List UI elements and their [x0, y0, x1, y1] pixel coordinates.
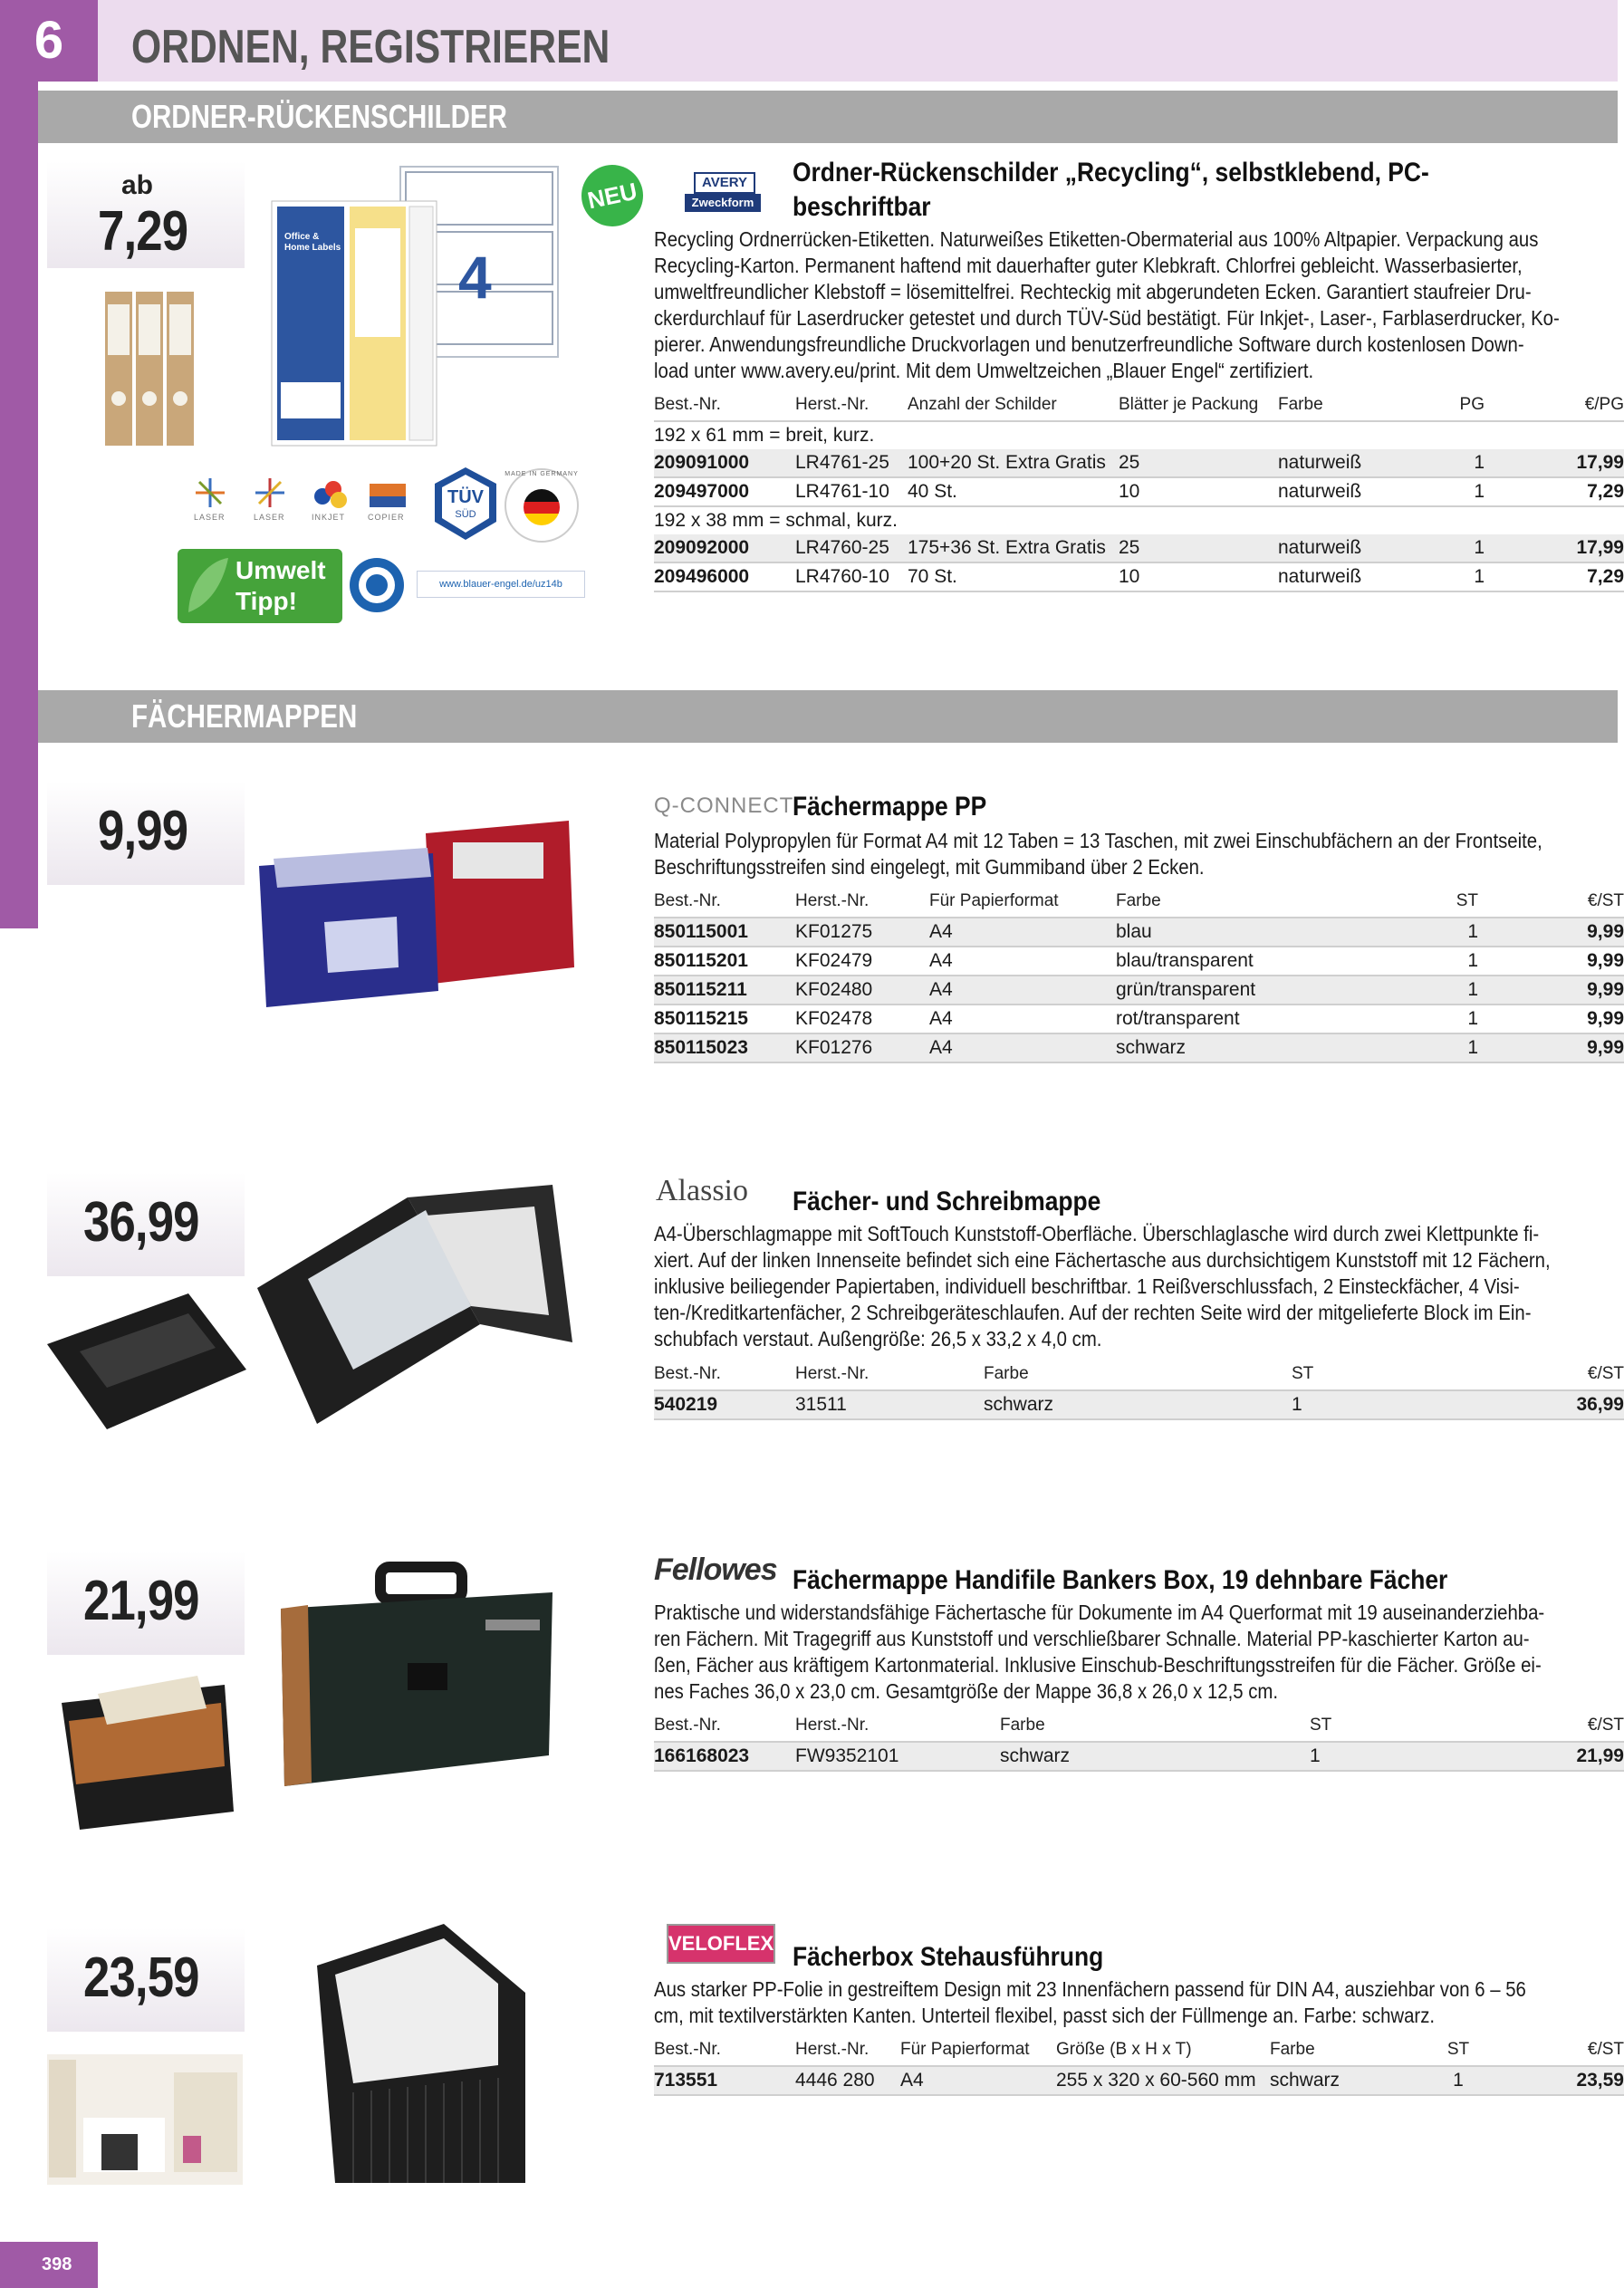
cell: 255 x 320 x 60-560 mm	[1056, 2066, 1270, 2095]
col-header: Herst.-Nr.	[795, 1714, 1000, 1742]
cell: A4	[929, 918, 1116, 947]
manufacturer-number: FW9352101	[795, 1742, 1000, 1771]
laser-icon	[196, 478, 225, 507]
row-price: 17,99	[1503, 449, 1624, 477]
blauer-engel-url[interactable]: www.blauer-engel.de/uz14b	[417, 571, 585, 598]
col-header: Best.-Nr.	[654, 393, 795, 421]
blauer-engel-logo	[348, 556, 406, 614]
new-badge	[576, 159, 649, 233]
col-header: ST	[1292, 1362, 1437, 1390]
col-header: Größe (B x H x T)	[1056, 2038, 1270, 2066]
label-pack-illustration	[272, 165, 560, 455]
order-number: 850115023	[654, 1033, 795, 1062]
product-image-closed-handifile	[272, 1565, 562, 1792]
product-title: Fächerbox Stehausführung	[793, 1942, 1104, 1972]
table-row[interactable]	[654, 1742, 1624, 1771]
cell: A4	[900, 2066, 1056, 2095]
product-image-binders	[56, 281, 232, 453]
cell: schwarz	[984, 1390, 1292, 1419]
product-description	[654, 828, 1542, 880]
col-header: Blätter je Packung	[1119, 393, 1278, 421]
col-header: ST	[1310, 1714, 1446, 1742]
article-table	[654, 393, 1624, 592]
table-row[interactable]	[654, 918, 1624, 947]
product-image-open-handifile	[43, 1649, 243, 1830]
manufacturer-number: LR4760-10	[795, 562, 908, 591]
table-row[interactable]	[654, 1005, 1624, 1033]
brand-logo-alassio: Alassio	[656, 1174, 748, 1207]
price-box	[47, 161, 245, 268]
desc-line: ßen, Fächer aus kräftigem Kartonmaterial. Inklusive Einschub-Beschriftungsstreifen für die Fächer. Größe ei-	[654, 1653, 1542, 1677]
cell: 25	[1119, 534, 1278, 562]
umwelt-line2: Tipp!	[235, 587, 297, 615]
cell: 1	[1388, 1005, 1478, 1033]
cell: 1	[1421, 534, 1503, 562]
icon-label-laser-2: LASER	[254, 513, 285, 522]
desc-line: Beschriftungsstreifen sind eingelegt, mit Gummiband über 2 Ecken.	[654, 855, 1205, 879]
col-header: Best.-Nr.	[654, 2038, 795, 2066]
desc-line: ren Fächern. Mit Tragegriff aus Kunststoff und verschließbarer Schnalle. Material PP-kaschierter Karton au-	[654, 1627, 1530, 1650]
desc-line: Aus starker PP-Folie in gestreiftem Design mit 23 Innenfächern passend für DIN A4, ausziehbar von 6 – 56	[654, 1977, 1526, 2001]
order-number: 209091000	[654, 449, 795, 477]
product-image-faechermappe-pp	[252, 813, 578, 1022]
cell: schwarz	[1270, 2066, 1413, 2095]
chapter-title: ORDNEN, REGISTRIEREN	[131, 21, 610, 73]
product-image-open-folder	[254, 1179, 580, 1433]
product-title: Ordner-Rückenschilder „Recycling“, selbstklebend, PC-	[793, 158, 1429, 187]
cell: 1	[1388, 1033, 1478, 1062]
manufacturer-number: KF02479	[795, 947, 929, 976]
col-header: Farbe	[1116, 889, 1388, 918]
product-description	[654, 1600, 1545, 1705]
product-table	[654, 1714, 1624, 1772]
product-image-faecherbox	[299, 1920, 534, 2192]
table-row[interactable]	[654, 562, 1624, 591]
copier-icon	[370, 484, 406, 507]
order-number: 540219	[654, 1390, 795, 1419]
cell: grün/transparent	[1116, 976, 1388, 1005]
manufacturer-number: LR4761-25	[795, 449, 908, 477]
expanding-folder-illustration	[252, 813, 578, 1022]
icon-label-copier: COPIER	[368, 513, 405, 522]
desc-line: xiert. Auf der linken Innenseite befindet sich eine Fächertasche aus durchsichtigem Kunststoff mit 12 Fächern,	[654, 1248, 1551, 1272]
cell: 1	[1310, 1742, 1446, 1771]
desc-line: schubfach verstaut. Außengröße: 26,5 x 33,2 x 4,0 cm.	[654, 1327, 1102, 1351]
price: 21,99	[83, 1570, 199, 1632]
order-number: 209497000	[654, 477, 795, 506]
table-row[interactable]	[654, 2066, 1624, 2095]
col-header: €/ST	[1478, 889, 1624, 918]
brand-logo-q-connect: Q-CONNECT	[654, 793, 794, 818]
product-table	[654, 393, 1624, 592]
cell: naturweiß	[1278, 477, 1421, 506]
col-header: Farbe	[1270, 2038, 1413, 2066]
inkjet-icon	[314, 481, 347, 508]
cell: blau	[1116, 918, 1388, 947]
icon-label-inkjet: INKJET	[312, 513, 346, 522]
cell: rot/transparent	[1116, 1005, 1388, 1033]
label-pack-text: Office & Home Labels	[284, 232, 341, 253]
faecherbox-illustration	[299, 1920, 534, 2192]
article-table	[654, 1362, 1624, 1420]
section-title-ruecken: ORDNER-RÜCKENSCHILDER	[131, 98, 507, 135]
cell: A4	[929, 1033, 1116, 1062]
col-header: ST	[1388, 889, 1478, 918]
table-row[interactable]	[654, 1390, 1624, 1419]
cell: 175+36 St. Extra Gratis	[908, 534, 1119, 562]
new-badge-text: NEU	[585, 177, 639, 215]
cell: A4	[929, 976, 1116, 1005]
order-number: 209092000	[654, 534, 795, 562]
price-box	[47, 1551, 245, 1655]
product-table	[654, 889, 1624, 1063]
table-group-label: 192 x 61 mm = breit, kurz.	[654, 425, 875, 446]
product-title: Fächer- und Schreibmappe	[793, 1187, 1101, 1216]
brand-logo-veloflex: VELOFLEX	[667, 1924, 775, 1964]
manufacturer-number: KF01275	[795, 918, 929, 947]
umwelt-tipp-badge	[178, 549, 342, 623]
row-price: 21,99	[1446, 1742, 1624, 1771]
order-number: 850115001	[654, 918, 795, 947]
desc-line: Recycling Ordnerrücken-Etiketten. Naturweißes Etiketten-Obermaterial aus 100% Altpapier. Verpackung aus	[654, 227, 1539, 251]
table-row[interactable]	[654, 947, 1624, 976]
chapter-side-strip	[0, 0, 38, 928]
cell: 100+20 St. Extra Gratis	[908, 449, 1119, 477]
product-description	[654, 1976, 1526, 2029]
cell: 40 St.	[908, 477, 1119, 506]
desc-line: inklusive beiliegender Papiertaben, individuell beschriftbar. 1 Reißverschlussfach, 2 Einsteckfächer, 4 Visi-	[654, 1274, 1520, 1298]
col-header: ST	[1413, 2038, 1504, 2066]
product-description	[654, 226, 1560, 384]
chapter-number: 6	[0, 0, 98, 82]
col-header: Best.-Nr.	[654, 1362, 795, 1390]
order-number: 850115211	[654, 976, 795, 1005]
order-number: 166168023	[654, 1742, 795, 1771]
col-header: Farbe	[984, 1362, 1292, 1390]
tuv-text: TÜV	[447, 487, 484, 507]
row-price: 17,99	[1503, 534, 1624, 562]
desc-line: ten-/Kreditkartenfächer, 2 Schreibgeräteschlaufen. Auf der rechten Seite wird der mitgelieferte Block im Ein-	[654, 1301, 1532, 1324]
cell: 1	[1388, 947, 1478, 976]
order-number: 850115201	[654, 947, 795, 976]
made-in-text: MADE IN GERMANY	[504, 471, 579, 477]
price: 9,99	[98, 800, 188, 862]
zweckform-wordmark: Zweckform	[685, 194, 761, 212]
tuv-sub-text: SÜD	[455, 509, 476, 520]
desc-line: cm, mit textilverstärkten Kanten. Unterteil flexibel, passt sich der Füllmenge an. Farbe: schwarz.	[654, 2004, 1436, 2027]
cell: 1	[1421, 449, 1503, 477]
order-number: 713551	[654, 2066, 795, 2095]
cell: 10	[1119, 562, 1278, 591]
product-image-shelf	[47, 2054, 243, 2185]
col-header: Farbe	[1000, 1714, 1310, 1742]
row-price: 9,99	[1478, 1033, 1624, 1062]
table-row[interactable]	[654, 449, 1624, 477]
row-price: 36,99	[1437, 1390, 1624, 1419]
manufacturer-number: 31511	[795, 1390, 984, 1419]
closed-folder-illustration	[43, 1283, 252, 1437]
row-price: 9,99	[1478, 947, 1624, 976]
product-description	[654, 1221, 1551, 1352]
color-laser-icon	[255, 478, 284, 507]
cell: schwarz	[1116, 1033, 1388, 1062]
made-in-germany-badge	[504, 467, 580, 543]
col-header: Best.-Nr.	[654, 1714, 795, 1742]
cell: schwarz	[1000, 1742, 1310, 1771]
cell: A4	[929, 947, 1116, 976]
col-header: Best.-Nr.	[654, 889, 795, 918]
manufacturer-number: KF01276	[795, 1033, 929, 1062]
icon-label-laser: LASER	[194, 513, 226, 522]
avery-wordmark: AVERY	[694, 172, 755, 194]
umwelt-line1: Umwelt	[235, 556, 326, 584]
cell: 70 St.	[908, 562, 1119, 591]
cell: 1	[1292, 1390, 1437, 1419]
cell: naturweiß	[1278, 562, 1421, 591]
desc-line: A4-Überschlagmappe mit SoftTouch Kunststoff-Oberfläche. Überschlaglasche wird durch zwei Klettpunkte fi-	[654, 1222, 1540, 1245]
binders-illustration	[56, 281, 232, 453]
row-price: 9,99	[1478, 976, 1624, 1005]
table-row[interactable]	[654, 477, 1624, 506]
row-price: 23,59	[1504, 2066, 1624, 2095]
manufacturer-number: 4446 280	[795, 2066, 900, 2095]
brand-logo-avery	[681, 170, 764, 217]
table-group-label: 192 x 38 mm = schmal, kurz.	[654, 510, 898, 531]
cell: naturweiß	[1278, 534, 1421, 562]
desc-line: umweltfreundlicher Klebstoff = lösemittelfrei. Rechteckig mit abgerundeten Ecken. Garantiert staufreier Dru-	[654, 280, 1532, 303]
cell: 25	[1119, 449, 1278, 477]
product-table	[654, 2038, 1624, 2096]
page-number: 398	[0, 2242, 98, 2288]
shelf-illustration	[47, 2054, 243, 2185]
manufacturer-number: KF02478	[795, 1005, 929, 1033]
cell: 1	[1421, 562, 1503, 591]
open-folder-illustration	[254, 1179, 580, 1433]
section-title-faecher: FÄCHERMAPPEN	[131, 697, 358, 735]
cell: A4	[929, 1005, 1116, 1033]
closed-handifile-illustration	[272, 1565, 562, 1792]
cell: naturweiß	[1278, 449, 1421, 477]
cell: 1	[1413, 2066, 1504, 2095]
desc-line: Recycling-Karton. Permanent haftend mit dauerhafter guter Klebkraft. Chlorfrei gebleicht. Wasserbasierter,	[654, 254, 1523, 277]
col-header: Herst.-Nr.	[795, 2038, 900, 2066]
row-price: 7,29	[1503, 562, 1624, 591]
cell: blau/transparent	[1116, 947, 1388, 976]
desc-line: Praktische und widerstandsfähige Fächertasche für Dokumente im A4 Querformat mit 19 auseinanderziehba-	[654, 1601, 1545, 1624]
manufacturer-number: LR4760-25	[795, 534, 908, 562]
open-handifile-illustration	[43, 1649, 243, 1830]
price: 36,99	[83, 1191, 199, 1254]
price-prefix: ab	[121, 170, 154, 200]
col-header: Herst.-Nr.	[795, 1362, 984, 1390]
col-header: Für Papierformat	[900, 2038, 1056, 2066]
desc-line: ckerdurchlauf für Laserdrucker getestet und durch TÜV-Süd bestätigt. Für Inkjet-, Laser-, Farblaserdrucker, Ko-	[654, 306, 1560, 330]
product-title-cont: beschriftbar	[793, 192, 931, 222]
order-number: 209496000	[654, 562, 795, 591]
desc-line: load unter www.avery.eu/print. Mit dem Umweltzeichen „Blauer Engel“ zertifiziert.	[654, 359, 1314, 382]
col-header: Herst.-Nr.	[795, 393, 908, 421]
row-price: 9,99	[1478, 918, 1624, 947]
product-title: Fächermappe PP	[793, 792, 987, 822]
manufacturer-number: LR4761-10	[795, 477, 908, 506]
price-box	[47, 781, 245, 885]
tuv-badge	[433, 466, 498, 542]
price: 7,29	[98, 200, 188, 263]
leaf-icon	[178, 549, 232, 623]
german-flag-icon	[504, 467, 580, 543]
cell: 1	[1388, 976, 1478, 1005]
table-row[interactable]	[654, 1033, 1624, 1062]
desc-line: nes Faches 36,0 x 23,0 cm. Gesamtgröße der Mappe 36,8 x 26,0 x 12,5 cm.	[654, 1679, 1279, 1703]
col-header: €/ST	[1446, 1714, 1624, 1742]
table-row[interactable]	[654, 534, 1624, 562]
article-table	[654, 1714, 1624, 1772]
cell: 10	[1119, 477, 1278, 506]
order-number: 850115215	[654, 1005, 795, 1033]
product-image-label-pack	[272, 165, 560, 455]
row-price: 9,99	[1478, 1005, 1624, 1033]
price-box	[47, 1172, 245, 1276]
printer-icons-graphic	[183, 475, 418, 511]
col-header: Farbe	[1278, 393, 1421, 421]
product-title: Fächermappe Handifile Bankers Box, 19 dehnbare Fächer	[793, 1565, 1448, 1595]
brand-logo-fellowes: Fellowes	[654, 1553, 777, 1587]
article-table	[654, 2038, 1624, 2096]
col-header: €/PG	[1503, 393, 1624, 421]
col-header: PG	[1421, 393, 1503, 421]
cell: 1	[1421, 477, 1503, 506]
cell: 1	[1388, 918, 1478, 947]
label-pack-number: 4	[458, 244, 492, 311]
product-image-closed-folder	[43, 1283, 252, 1437]
desc-line: Material Polypropylen für Format A4 mit 12 Taben = 13 Taschen, mit zwei Einschubfächern an der Frontseite,	[654, 829, 1542, 852]
col-header: Herst.-Nr.	[795, 889, 929, 918]
price-box	[47, 1927, 245, 2032]
printer-icons	[183, 475, 418, 531]
desc-line: pierer. Anwendungsfreundliche Druckvorlagen und benutzerfreundliche Software durch kostenlosen Down-	[654, 332, 1524, 356]
blauer-engel-icon	[348, 556, 406, 614]
table-row[interactable]	[654, 976, 1624, 1005]
row-price: 7,29	[1503, 477, 1624, 506]
manufacturer-number: KF02480	[795, 976, 929, 1005]
col-header: Anzahl der Schilder	[908, 393, 1119, 421]
article-table	[654, 889, 1624, 1063]
price: 23,59	[83, 1947, 199, 2009]
col-header: €/ST	[1504, 2038, 1624, 2066]
product-table	[654, 1362, 1624, 1420]
col-header: Für Papierformat	[929, 889, 1116, 918]
col-header: €/ST	[1437, 1362, 1624, 1390]
